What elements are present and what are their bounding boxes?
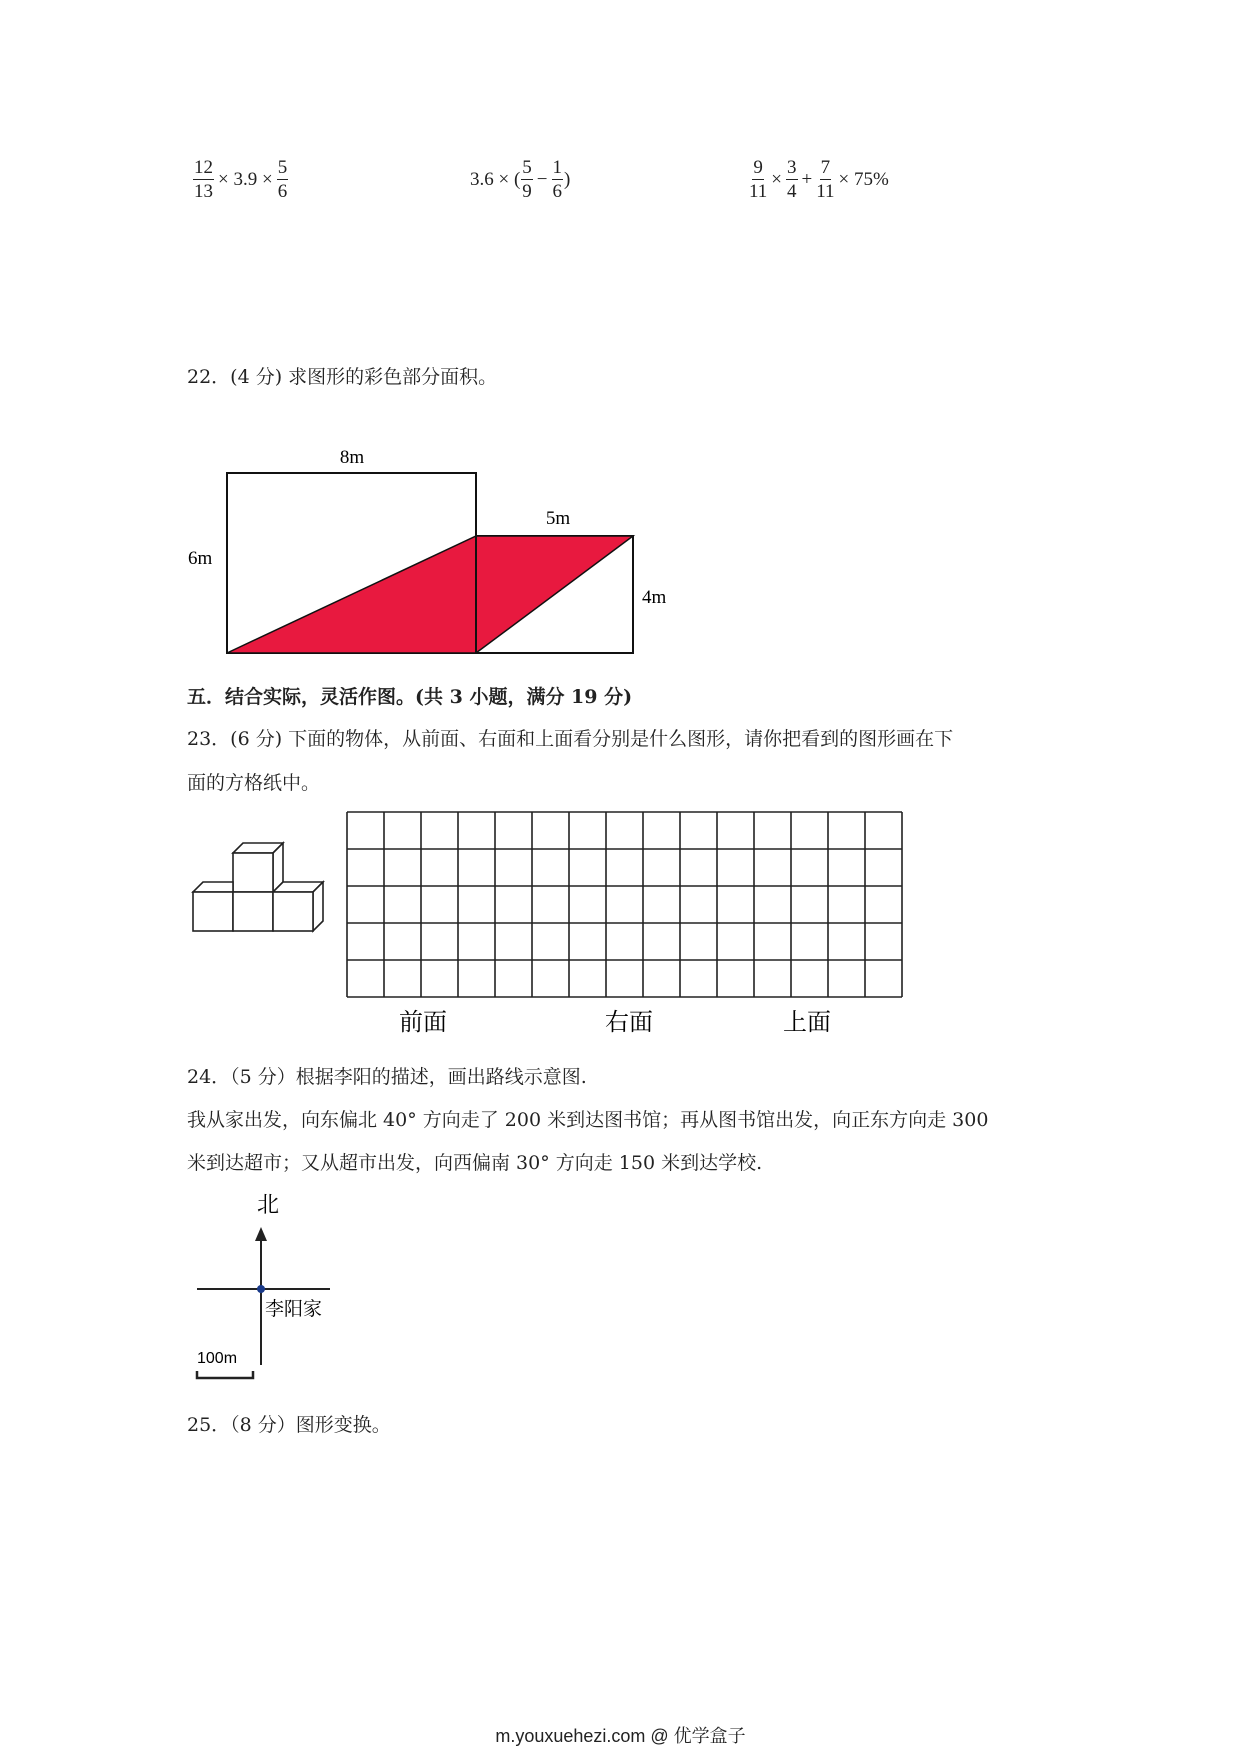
operator: 3.6 × ( (470, 168, 521, 190)
operator: × 75% (838, 168, 889, 190)
north-arrow-icon (255, 1227, 267, 1241)
label-8m: 8m (339, 447, 365, 468)
label-4m: 4m (642, 587, 667, 608)
scale-label: 100m (197, 1350, 238, 1367)
question-23-line1: 23．(6 分) 下面的物体，从前面、右面和上面看分别是什么图形，请你把看到的图形画在下 (187, 728, 954, 750)
label-5m: 5m (545, 508, 571, 529)
section-heading: 五．结合实际，灵活作图。(共 3 小题，满分 19 分) (187, 686, 633, 708)
fraction: $\frac{12}{13}$ (194, 157, 213, 202)
fraction: $\frac{9}{11}$ (749, 157, 768, 202)
home-label: 李阳家 (265, 1299, 323, 1320)
colored-region (227, 536, 633, 653)
calc-expression-1 (192, 158, 289, 201)
north-label: 北 (257, 1192, 280, 1217)
question-24-line1: 我从家出发，向东偏北 40° 方向走了 200 米到达图书馆；再从图书馆出发，向正东方向走 300 (187, 1109, 989, 1131)
label-6m: 6m (188, 548, 213, 569)
calc-expression-3 (748, 158, 889, 201)
fraction: $\frac{5}{9}$ (522, 157, 532, 202)
operator: − (536, 168, 548, 190)
fraction: $\frac{3}{4}$ (787, 157, 797, 202)
question-23-line2: 面的方格纸中。 (187, 772, 321, 794)
q22-figure (180, 440, 700, 670)
footer-watermark: m.youxuehezi.com @ 优学盒子 (495, 1726, 746, 1746)
scale-bar (197, 1371, 253, 1378)
operator: × 3.9 × (218, 168, 273, 190)
question-25-title: 25．（8 分）图形变换。 (187, 1414, 391, 1436)
operator: × (771, 168, 783, 190)
direction-diagram (185, 1185, 345, 1395)
fraction: $\frac{5}{6}$ (277, 157, 288, 202)
grid-label-front: 前面 (399, 1009, 447, 1036)
question-24-line2: 米到达超市；又从超市出发，向西偏南 30° 方向走 150 米到达学校. (187, 1152, 763, 1174)
operator: ) (564, 168, 571, 190)
calc-expression-2 (470, 158, 570, 201)
grid-label-right: 右面 (605, 1009, 653, 1036)
cube-figure (185, 810, 345, 980)
grid-label-top: 上面 (783, 1009, 831, 1036)
question-22-text: 22．(4 分) 求图形的彩色部分面积。 (187, 366, 498, 388)
question-24-title: 24．（5 分）根据李阳的描述，画出路线示意图. (187, 1066, 587, 1088)
operator: + (801, 168, 813, 190)
grid-paper (340, 805, 910, 1040)
fraction: $\frac{1}{6}$ (552, 157, 563, 202)
fraction: $\frac{7}{11}$ (816, 157, 835, 202)
home-point (257, 1285, 265, 1293)
